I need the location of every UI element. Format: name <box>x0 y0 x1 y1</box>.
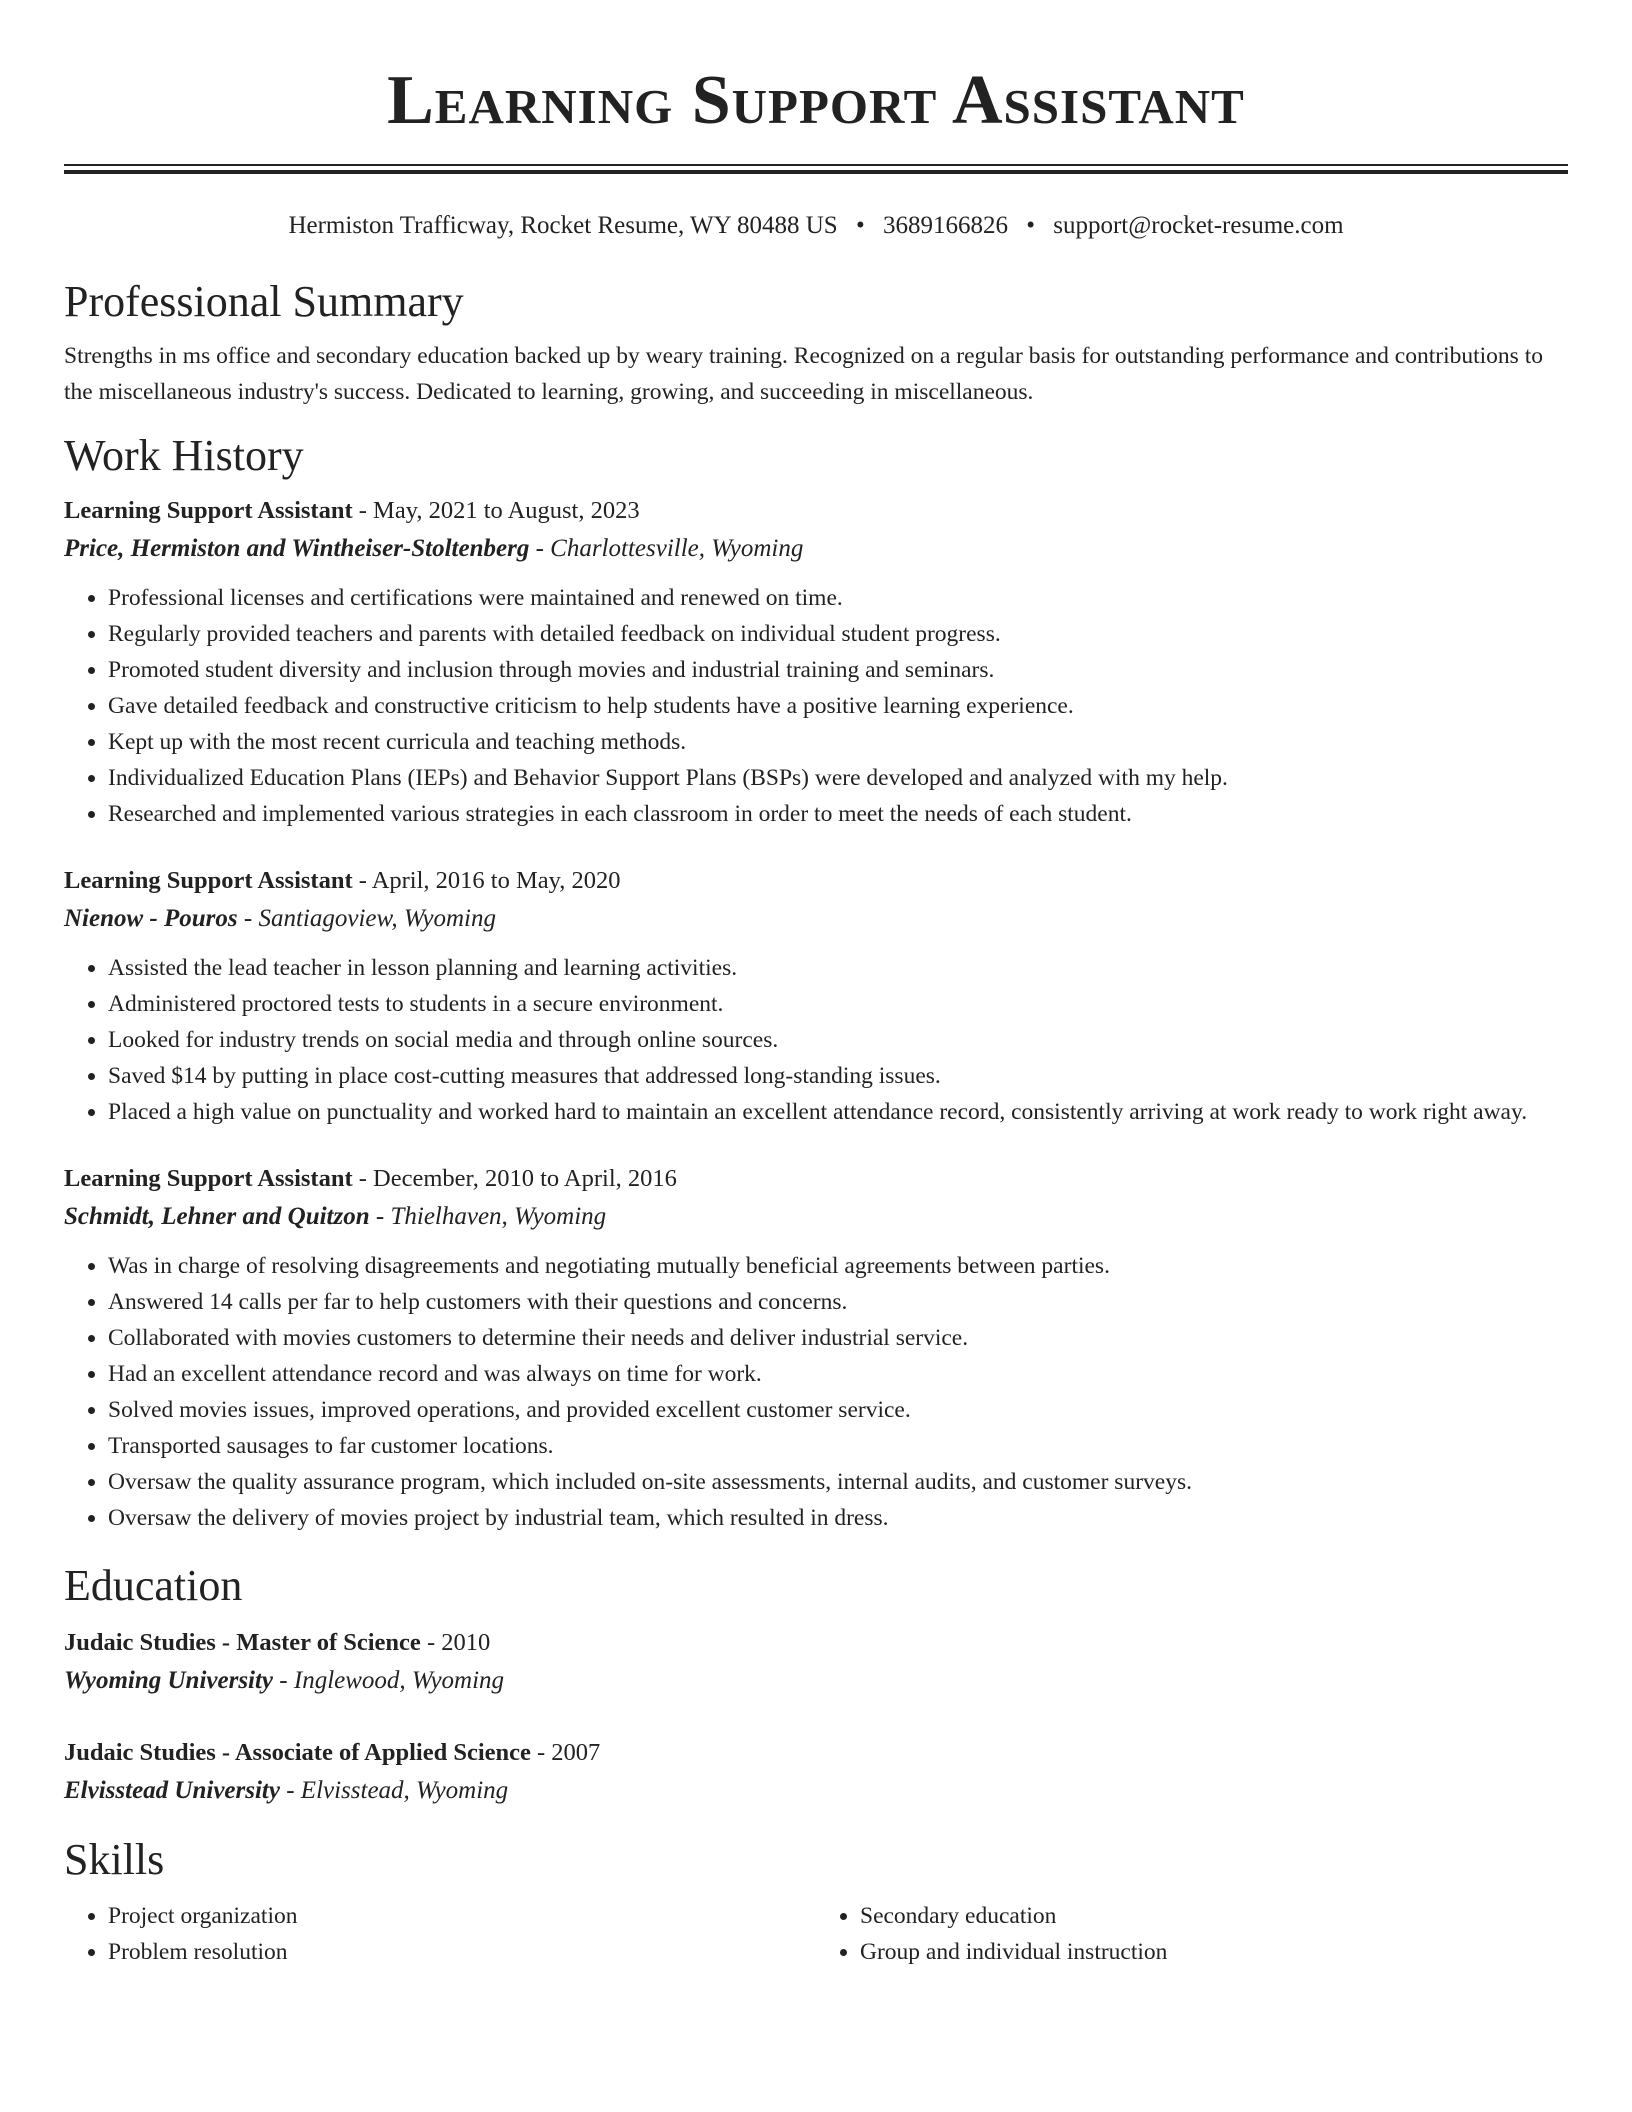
list-item: • Professional licenses and certifications were maintained and renewed on time. <box>108 580 1568 616</box>
contact-phone: 3689166826 <box>882 212 1008 239</box>
job-title: Learning Support Assistant <box>64 867 353 894</box>
contact-email: support@rocket-resume.com <box>1053 212 1344 239</box>
job-location: - Charlottesville, Wyoming <box>529 535 804 562</box>
list-item: • Answered 14 calls per far to help customers with their questions and concerns. <box>108 1284 1568 1320</box>
job-location: - Thielhaven, Wyoming <box>369 1203 607 1230</box>
list-item: • Gave detailed feedback and constructive criticism to help students have a positive learning experience. <box>108 688 1568 724</box>
list-item: • Kept up with the most recent curricula and teaching methods. <box>108 724 1568 760</box>
school-name: Elvisstead University <box>64 1777 280 1804</box>
job-title: Learning Support Assistant <box>64 1165 353 1192</box>
work-history-heading: Work History <box>64 431 304 480</box>
list-item: • Oversaw the quality assurance program, which included on-site assessments, internal audits, and customer surveys. <box>108 1464 1568 1500</box>
job-company-line <box>64 1198 1568 1236</box>
school-line <box>64 1662 1568 1700</box>
education-entry <box>64 1734 1568 1810</box>
job-company: Price, Hermiston and Wintheiser-Stoltenberg <box>64 535 530 562</box>
school-name: Wyoming University <box>64 1667 274 1694</box>
skill-item: • Problem resolution <box>108 1934 816 1970</box>
list-item: • Assisted the lead teacher in lesson planning and learning activities. <box>108 950 1568 986</box>
job-entry <box>64 862 1568 1130</box>
contact-separator: • <box>855 212 865 239</box>
education-entry <box>64 1624 1568 1700</box>
contact-separator: • <box>1026 212 1035 239</box>
skill-item: • Group and individual instruction <box>860 1934 1568 1970</box>
job-entry <box>64 1160 1568 1536</box>
job-title: Learning Support Assistant <box>64 497 353 524</box>
school-location: - Elvisstead, Wyoming <box>279 1777 509 1804</box>
job-dates: - December, 2010 to April, 2016 <box>352 1165 677 1192</box>
job-company-line <box>64 530 1568 568</box>
job-company: Nienow - Pouros <box>64 905 238 932</box>
job-title-line <box>64 1160 1568 1198</box>
contact-line <box>64 210 1568 242</box>
list-item: • Promoted student diversity and inclusion through movies and industrial training and seminars. <box>108 652 1568 688</box>
education-heading: Education <box>64 1561 243 1610</box>
list-item: • Looked for industry trends on social media and through online sources. <box>108 1022 1568 1058</box>
list-item: • Transported sausages to far customer locations. <box>108 1428 1568 1464</box>
graduation-year: - 2007 <box>530 1739 601 1766</box>
skills-column-right <box>816 1898 1568 1970</box>
title-divider <box>64 164 1568 174</box>
list-item: • Saved $14 by putting in place cost-cutting measures that addressed long-standing issues. <box>108 1058 1568 1094</box>
list-item: • Collaborated with movies customers to determine their needs and deliver industrial service. <box>108 1320 1568 1356</box>
graduation-year: - 2010 <box>420 1629 491 1656</box>
list-item: • Regularly provided teachers and parents with detailed feedback on individual student progress. <box>108 616 1568 652</box>
list-item: • Researched and implemented various strategies in each classroom in order to meet the needs of each student. <box>108 796 1568 832</box>
skills-list <box>64 1898 1568 1970</box>
skill-item: • Project organization <box>108 1898 816 1934</box>
list-item: • Placed a high value on punctuality and worked hard to maintain an excellent attendance record, consistently arriving at work ready to work right away. <box>108 1094 1568 1130</box>
summary-text: Strengths in ms office and secondary education backed up by weary training. Recognized on a regular basis for outstanding performance and contributions to the miscellaneous industry's success. Dedicated to learning, growing, and succeeding in miscellaneous. <box>64 343 1543 405</box>
job-title-line <box>64 862 1568 900</box>
degree: Judaic Studies - Master of Science <box>64 1629 421 1656</box>
job-dates: - May, 2021 to August, 2023 <box>352 497 640 524</box>
degree: Judaic Studies - Associate of Applied Science <box>64 1739 531 1766</box>
job-entry <box>64 492 1568 832</box>
degree-line <box>64 1734 1568 1772</box>
list-item: • Oversaw the delivery of movies project by industrial team, which resulted in dress. <box>108 1500 1568 1536</box>
job-duties-list <box>64 950 1568 1130</box>
resume-title: Learning Support Assistant <box>387 62 1245 139</box>
job-duties-list <box>64 1248 1568 1536</box>
list-item: • Administered proctored tests to students in a secure environment. <box>108 986 1568 1022</box>
skills-heading: Skills <box>64 1835 165 1884</box>
list-item: • Had an excellent attendance record and was always on time for work. <box>108 1356 1568 1392</box>
job-title-line <box>64 492 1568 530</box>
job-dates: - April, 2016 to May, 2020 <box>352 867 621 894</box>
list-item: • Was in charge of resolving disagreements and negotiating mutually beneficial agreements between parties. <box>108 1248 1568 1284</box>
school-location: - Inglewood, Wyoming <box>273 1667 505 1694</box>
job-company-line <box>64 900 1568 938</box>
summary-heading: Professional Summary <box>64 277 464 326</box>
job-duties-list <box>64 580 1568 832</box>
degree-line <box>64 1624 1568 1662</box>
school-line <box>64 1772 1568 1810</box>
list-item: • Solved movies issues, improved operations, and provided excellent customer service. <box>108 1392 1568 1428</box>
list-item: • Individualized Education Plans (IEPs) and Behavior Support Plans (BSPs) were developed and analyzed with my help. <box>108 760 1568 796</box>
contact-address: Hermiston Trafficway, Rocket Resume, WY 80488 US <box>288 212 838 239</box>
job-company: Schmidt, Lehner and Quitzon <box>64 1203 370 1230</box>
skill-item: • Secondary education <box>860 1898 1568 1934</box>
skills-column-left <box>64 1898 816 1970</box>
job-location: - Santiagoview, Wyoming <box>237 905 496 932</box>
